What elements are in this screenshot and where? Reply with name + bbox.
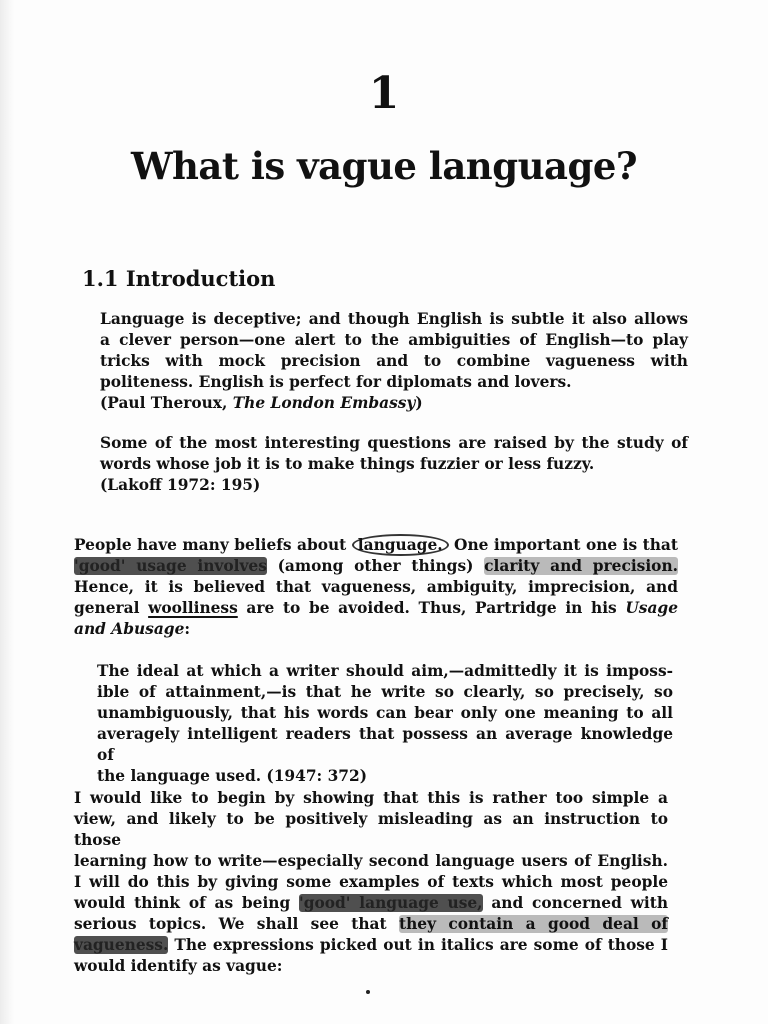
quote-line: tricks with mock precision and to combine vagueness with	[100, 352, 688, 370]
quote-line: Language is deceptive; and though English is subtle it also allows	[100, 310, 688, 328]
attribution-title: The London Embassy	[232, 394, 416, 412]
epigraph-lakoff	[100, 433, 688, 496]
paragraph-line	[74, 619, 678, 640]
quote-line: a clever person—one alert to the ambiguities of English—to play	[100, 331, 688, 349]
text-run: general	[74, 599, 149, 617]
underlined-word: woolliness	[148, 599, 238, 617]
quote-line: averagely intelligent readers that possess an average knowledge of	[97, 725, 673, 764]
quote-attribution	[100, 393, 688, 414]
paragraph-line	[74, 556, 678, 577]
book-title: Usage	[625, 599, 678, 617]
paragraph-line: would identify as vague:	[74, 957, 283, 975]
paragraph-line	[74, 935, 668, 956]
text-run: are to be avoided. Thus, Partridge in his	[237, 599, 626, 617]
chapter-number: 1	[368, 68, 400, 119]
book-title: and Abusage	[74, 620, 185, 638]
paragraph-line: Hence, it is believed that vagueness, ambiguity, imprecision, and	[74, 578, 678, 596]
blockquote-partridge	[97, 661, 673, 787]
epigraph-theroux	[100, 309, 688, 414]
quote-line: the language used. (1947: 372)	[97, 767, 367, 785]
quote-line: politeness. English is perfect for diplomats and lovers.	[100, 373, 572, 391]
quote-line: unambiguously, that his words can bear only one meaning to all	[97, 704, 673, 722]
paragraph-line	[74, 535, 678, 556]
circled-word: language.	[352, 534, 449, 556]
attribution-prefix: (Paul Theroux,	[100, 394, 233, 412]
quote-line: Some of the most interesting questions are raised by the study of	[100, 434, 688, 452]
attribution-suffix: )	[415, 394, 423, 412]
paragraph-line: view, and likely to be positively misleading as an instruction to those	[74, 810, 668, 849]
quote-line: ible of attainment,—is that he write so clearly, so precisely, so	[97, 683, 673, 701]
marked-text: clarity and precision.	[484, 557, 678, 575]
marked-text: they contain a good deal of	[398, 915, 668, 933]
text-run: would think of as being	[74, 894, 300, 912]
chapter-title: What is vague language?	[130, 144, 638, 188]
quote-attribution: (Lakoff 1972: 195)	[100, 476, 261, 494]
scan-speck	[366, 990, 370, 994]
paragraph-line: I will do this by giving some examples of texts which most people	[74, 873, 668, 891]
paragraph-line: I would like to begin by showing that this is rather too simple a	[74, 789, 668, 807]
text-run: People have many beliefs about	[74, 536, 352, 554]
quote-line: The ideal at which a writer should aim,—admittedly it is imposs-	[97, 662, 673, 680]
paragraph-line	[74, 914, 668, 935]
section-heading: 1.1 Introduction	[82, 266, 276, 291]
text-run: One important one is that	[448, 536, 678, 554]
text-run: :	[184, 620, 191, 638]
paragraph-line: learning how to write—especially second language users of English.	[74, 852, 668, 870]
quote-line: words whose job it is to make things fuzzier or less fuzzy.	[100, 455, 595, 473]
text-run: The expressions picked out in italics are some of those I	[168, 936, 668, 954]
marked-text: 'good' usage involves	[74, 557, 267, 575]
paragraph-beliefs	[74, 535, 678, 640]
text-run: and concerned with	[482, 894, 669, 912]
paragraph-line	[74, 598, 678, 619]
text-run: serious topics. We shall see that	[74, 915, 399, 933]
paragraph-examples	[74, 788, 668, 977]
marked-text: 'good' language use,	[299, 894, 483, 912]
marked-text: vagueness.	[74, 936, 169, 954]
text-run: (among other things)	[266, 557, 485, 575]
paragraph-line	[74, 893, 668, 914]
